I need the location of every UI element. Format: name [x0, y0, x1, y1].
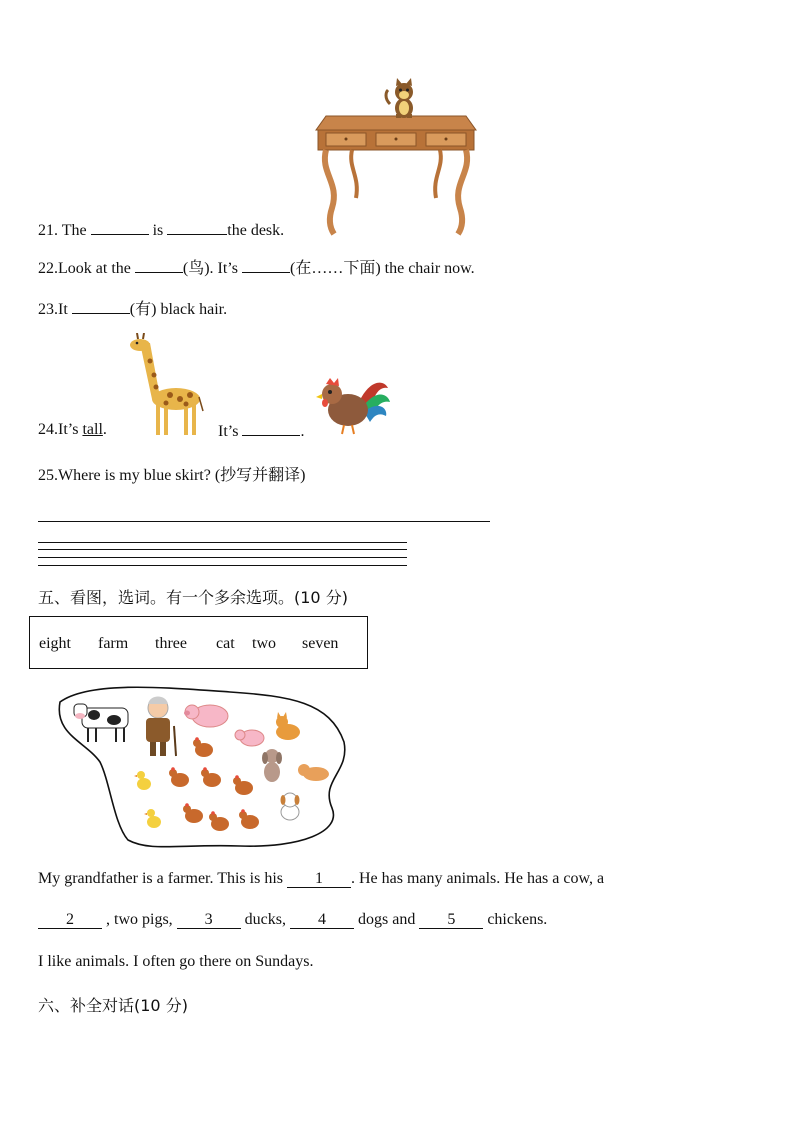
cat-on-desk-illustration: [312, 78, 480, 236]
rooster-illustration: [312, 370, 392, 438]
farm-animals-illustration: [50, 682, 350, 852]
answer-blank[interactable]: [135, 258, 183, 273]
question-21-number: 21: [38, 222, 54, 239]
writing-line[interactable]: [38, 542, 407, 543]
question-25: 25.Where is my blue skirt? (抄写并翻译): [38, 467, 306, 484]
word-option: three: [155, 635, 187, 652]
word-option: farm: [98, 635, 129, 652]
word-option: eight: [39, 635, 71, 652]
question-23: 23.It (有) black hair.: [38, 301, 228, 318]
answer-blank[interactable]: [242, 258, 290, 273]
numbered-blank-2[interactable]: 2: [38, 912, 102, 929]
question-21: 21. The is the desk.: [38, 222, 285, 239]
word-option: seven: [302, 635, 339, 652]
writing-line[interactable]: [38, 565, 407, 566]
numbered-blank-4[interactable]: 4: [290, 912, 354, 929]
question-24-answer: It’s .: [218, 423, 305, 440]
section-5-title: 五、看图，选词。有一个多余选项。(10 分): [38, 588, 348, 607]
word-option: cat: [216, 635, 235, 652]
passage-line-3: I like animals. I often go there on Sundays.: [38, 953, 314, 970]
writing-line[interactable]: [38, 521, 490, 522]
question-24: 24.It’s tall.: [38, 421, 107, 438]
section-6-title: 六、补全对话(10 分): [38, 996, 188, 1015]
answer-blank[interactable]: [242, 421, 300, 436]
numbered-blank-3[interactable]: 3: [177, 912, 241, 929]
writing-line[interactable]: [38, 549, 407, 550]
word-option: two: [252, 635, 276, 652]
question-22: 22.Look at the (鸟). It’s (在……下面) the chair now.: [38, 260, 475, 277]
word-bank: [29, 616, 368, 669]
answer-blank[interactable]: [72, 299, 130, 314]
answer-blank[interactable]: [167, 220, 227, 235]
numbered-blank-5[interactable]: 5: [419, 912, 483, 929]
passage-line-2: 2 , two pigs, 3 ducks, 4 dogs and 5 chickens.: [38, 911, 547, 929]
writing-line[interactable]: [38, 557, 407, 558]
numbered-blank-1[interactable]: 1: [287, 871, 351, 888]
passage-line-1: My grandfather is a farmer. This is his 1 . He has many animals. He has a cow, a: [38, 870, 605, 887]
giraffe-illustration: [126, 333, 206, 437]
underlined-word: tall: [82, 421, 103, 438]
answer-blank[interactable]: [91, 220, 149, 235]
dog-icon: [281, 793, 300, 820]
